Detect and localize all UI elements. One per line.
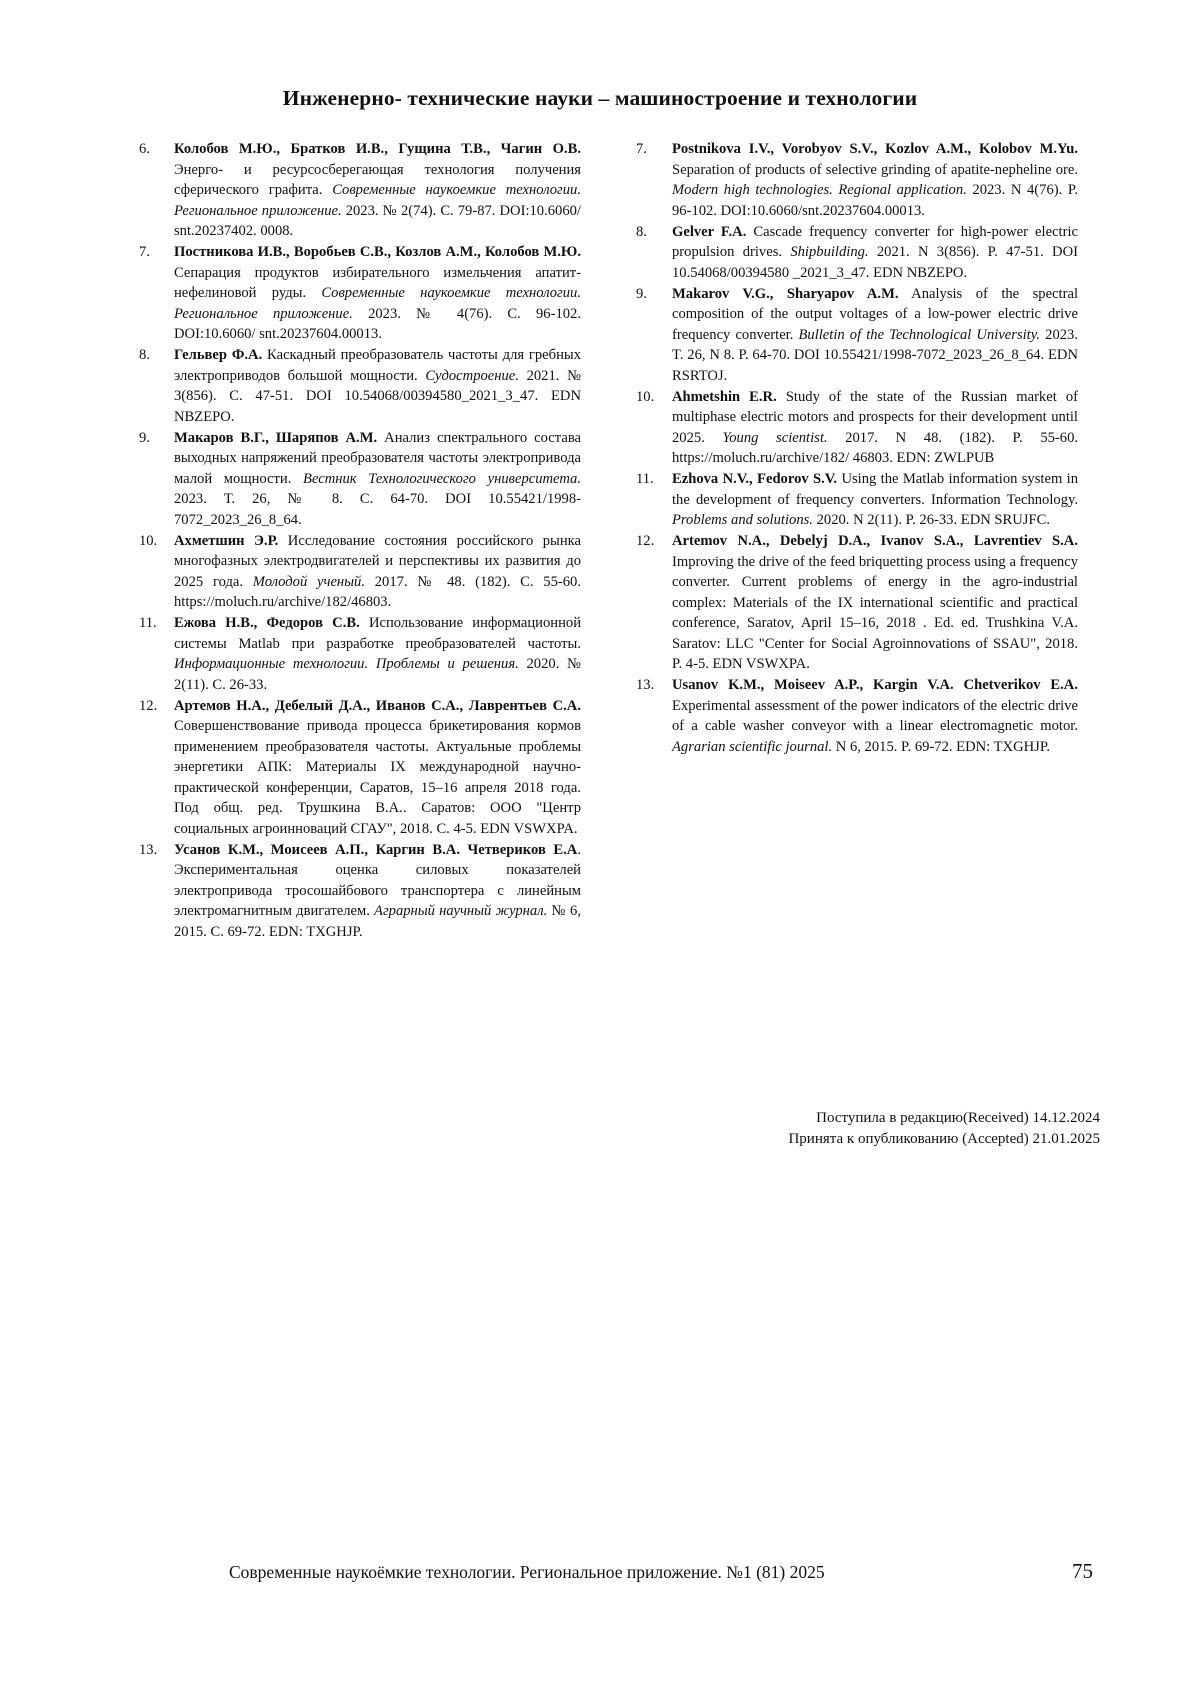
reference-details: 2017. № 48. (182). С. 55-60. https://moluch.ru/archive/182/46803. <box>174 573 581 610</box>
reference-authors: Макаров В.Г., Шаряпов А.М. <box>174 429 378 446</box>
reference-number: 8. <box>139 347 150 363</box>
reference-journal: Современные наукоемкие технологии. Региональное приложение. <box>174 182 581 219</box>
reference-title: Исследование состояния российского рынка многофазных электродвигателей и перспективы их развития до 2025 года. <box>174 532 581 590</box>
reference-authors: Постникова И.В., Воробьев С.В., Козлов А.М., Колобов М.Ю. <box>174 244 581 260</box>
reference-number: 7. <box>139 244 150 260</box>
received-date: Поступила в редакцию(Received) 14.12.2024 <box>816 1110 1100 1126</box>
reference-authors: Artemov N.A., Debelyj D.A., Ivanov S.A., Lavrentiev S.A. <box>672 533 1078 549</box>
reference-text <box>672 469 1078 531</box>
reference-details: 2017. N 48. (182). P. 55-60. https://moluch.ru/archive/182/ 46803. EDN: ZWLPUB <box>672 429 1079 466</box>
reference-text <box>174 242 581 345</box>
reference-details: 2021. № 3(856). С. 47-51. DOI 10.54068/00394580_2021_3_47. EDN NBZEPO. <box>174 367 581 425</box>
reference-number: 10. <box>636 388 655 405</box>
running-header: Инженерно- технические науки – машиностроение и технологии <box>282 86 918 110</box>
reference-title: . Экспериментальная оценка силовых показателей электропривода тросошайбового транспортера с линейным электромагнитным двигателем. <box>174 841 581 919</box>
reference-details: 2020. N 2(11). P. 26-33. EDN SRUJFC. <box>812 512 1050 528</box>
reference-title: Каскадный преобразователь частоты для гребных электроприводов большой мощности. <box>174 347 581 384</box>
reference-details: № 6, 2015. С. 69-72. EDN: TXGHJP. <box>174 903 581 940</box>
reference-number: 9. <box>139 429 150 446</box>
reference-authors: Ежова Н.В., Федоров С.В. <box>174 615 360 631</box>
reference-text <box>174 345 581 427</box>
reference-number: 11. <box>636 471 654 487</box>
reference-number: 11. <box>139 615 157 631</box>
reference-item <box>139 840 581 943</box>
reference-text <box>672 531 1078 675</box>
reference-title: Study of the state of the Russian market of multiphase electric motors and prospects for their development until 2025. <box>672 388 1078 446</box>
reference-authors: Ezhova N.V., Fedorov S.V. <box>672 471 838 487</box>
page-number: 75 <box>1072 1559 1093 1583</box>
reference-title: Использование информационной системы Matlab при разработке преобразователей частоты. <box>174 615 582 652</box>
reference-details: 2021. N 3(856). P. 47-51. DOI 10.54068/00394580 _2021_3_47. EDN NBZEPO. <box>672 244 1079 281</box>
reference-number: 6. <box>139 141 150 157</box>
accepted-date: Принята к опубликованию (Accepted) 21.01.2025 <box>788 1130 1100 1147</box>
reference-number: 8. <box>636 223 647 240</box>
reference-number: 13. <box>636 677 655 693</box>
reference-journal: Bulletin of the Technological University. <box>798 326 1041 343</box>
reference-title: Experimental assessment of the power indicators of the electric drive of a cable washer conveyor with a linear electromagnetic motor. <box>672 697 1078 734</box>
reference-item <box>636 531 1078 675</box>
reference-journal: Судостроение. <box>425 367 519 384</box>
reference-details: 2023. N 4(76). P. 96-102. DOI:10.6060/snt.20237604.00013. <box>672 182 1078 219</box>
reference-text <box>174 428 581 531</box>
reference-authors: Колобов М.Ю., Братков И.В., Гущина Т.В., Чагин О.В. <box>174 141 581 157</box>
reference-journal: Информационные технологии. Проблемы и решения. <box>174 656 519 672</box>
reference-title: Анализ спектрального состава выходных напряжений преобразователя частоты электропривода малой мощности. <box>174 429 581 487</box>
running-footer: Современные наукоёмкие технологии. Региональное приложение. №1 (81) 2025 <box>229 1562 825 1582</box>
reference-number: 9. <box>636 285 647 302</box>
reference-details: 2023. T. 26, N 8. P. 64-70. DOI 10.55421/1998-7072_2023_26_8_64. EDN RSRTOJ. <box>672 326 1078 384</box>
reference-journal: Современные наукоемкие технологии. Региональное приложение. <box>174 285 581 322</box>
reference-journal: Shipbuilding. <box>790 244 869 260</box>
reference-authors: Ahmetshin E.R. <box>672 388 777 405</box>
reference-text <box>174 840 581 943</box>
reference-details: 2020. № 2(11). С. 26-33. <box>174 656 581 693</box>
reference-text <box>672 139 1078 221</box>
reference-text <box>672 284 1078 387</box>
reference-number: 13. <box>139 841 158 858</box>
reference-title: Analysis of the spectral composition of the output voltages of a low-power electric drive frequency converter. <box>672 285 1078 343</box>
reference-details: 2023. № 2(74). С. 79-87. DOI:10.6060/ snt.20237402. 0008. <box>174 202 581 239</box>
reference-item <box>636 284 1078 387</box>
references-english <box>636 139 1078 758</box>
reference-item <box>636 387 1078 469</box>
reference-journal: Problems and solutions. <box>672 512 813 528</box>
reference-item <box>636 139 1078 221</box>
reference-text <box>174 613 581 695</box>
reference-title: Совершенствование привода процесса брикетирования кормов применением преобразователя частоты. Актуальные проблемы энергетики АПК: Материалы IX международной научно-практической конференции, Саратов, 15–16 апреля 2018 года. Под общ. ред. Трушкина В.А.. Саратов: ООО "Центр социальных агроинноваций СГАУ", 2018. С. 4-5. EDN VSWXPA. <box>174 718 581 837</box>
reference-journal: Modern high technologies. Regional application. <box>672 182 967 198</box>
reference-number: 7. <box>636 141 647 157</box>
reference-details: N 6, 2015. P. 69-72. EDN: TXGHJP. <box>832 738 1050 755</box>
reference-item <box>139 696 581 840</box>
reference-item <box>636 469 1078 531</box>
reference-number: 12. <box>139 697 158 714</box>
reference-title: Improving the drive of the feed briquetting process using a frequency converter. Current problems of energy in the agro-industrial complex: Materials of the IX international scientific and practical conference, Saratov, April 15–16, 2018 . Ed. ed. Trushkina V.A. Saratov: LLC "Center for Social Agroinnovations of SSAU", 2018. P. 4-5. EDN VSWXPA. <box>672 553 1078 672</box>
reference-journal: Молодой ученый. <box>252 573 365 590</box>
reference-authors: Ахметшин Э.Р. <box>174 532 279 549</box>
reference-item <box>139 242 581 345</box>
reference-item <box>139 531 581 613</box>
reference-text <box>174 696 581 840</box>
reference-journal: Agrarian scientific journal. <box>672 738 833 755</box>
reference-item <box>636 222 1078 284</box>
reference-authors: Postnikova I.V., Vorobyov S.V., Kozlov A.M., Kolobov M.Yu. <box>672 141 1078 157</box>
reference-details: 2023. Т. 26, № 8. С. 64-70. DOI 10.55421/1998-7072_2023_26_8_64. <box>174 491 581 528</box>
references-russian <box>139 139 581 943</box>
reference-authors: Usanov K.M., Moiseev A.P., Kargin V.A. Chetverikov E.A. <box>672 677 1078 693</box>
reference-text <box>672 222 1078 284</box>
reference-title: Using the Matlab information system in the development of frequency converters. Information Technology. <box>672 471 1078 508</box>
reference-authors: Усанов К.М., Моисеев А.П., Каргин В.А. Четвериков Е.А <box>174 841 578 858</box>
reference-item <box>139 345 581 427</box>
reference-title: Сепарация продуктов избирательного измельчения апатит-нефелиновой руды. <box>174 264 581 301</box>
reference-authors: Гельвер Ф.А. <box>174 347 263 363</box>
reference-text <box>672 675 1078 757</box>
reference-text <box>174 531 581 613</box>
reference-details: 2023. № 4(76). С. 96-102. DOI:10.6060/ snt.20237604.00013. <box>174 305 582 342</box>
reference-authors: Gelver F.A. <box>672 223 747 240</box>
reference-number: 12. <box>636 533 655 549</box>
reference-item <box>139 613 581 695</box>
reference-item <box>636 675 1078 757</box>
reference-number: 10. <box>139 532 158 549</box>
reference-journal: Аграрный научный журнал. <box>374 903 548 919</box>
reference-title: Separation of products of selective grinding of apatite-nepheline ore. <box>672 161 1078 178</box>
reference-title: Энерго- и ресурсосберегающая технология получения сферического графита. <box>174 161 581 198</box>
reference-journal: Young scientist. <box>722 429 828 446</box>
reference-text <box>672 387 1078 469</box>
reference-item <box>139 428 581 531</box>
submission-dates <box>788 1108 1100 1149</box>
reference-authors: Makarov V.G., Sharyapov A.M. <box>672 285 899 302</box>
reference-authors: Артемов Н.А., Дебелый Д.А., Иванов С.А., Лаврентьев С.А. <box>174 697 581 714</box>
reference-item <box>139 139 581 242</box>
reference-journal: Вестник Технологического университета. <box>303 470 581 487</box>
reference-text <box>174 139 581 242</box>
reference-title: Cascade frequency converter for high-power electric propulsion drives. <box>672 223 1078 260</box>
